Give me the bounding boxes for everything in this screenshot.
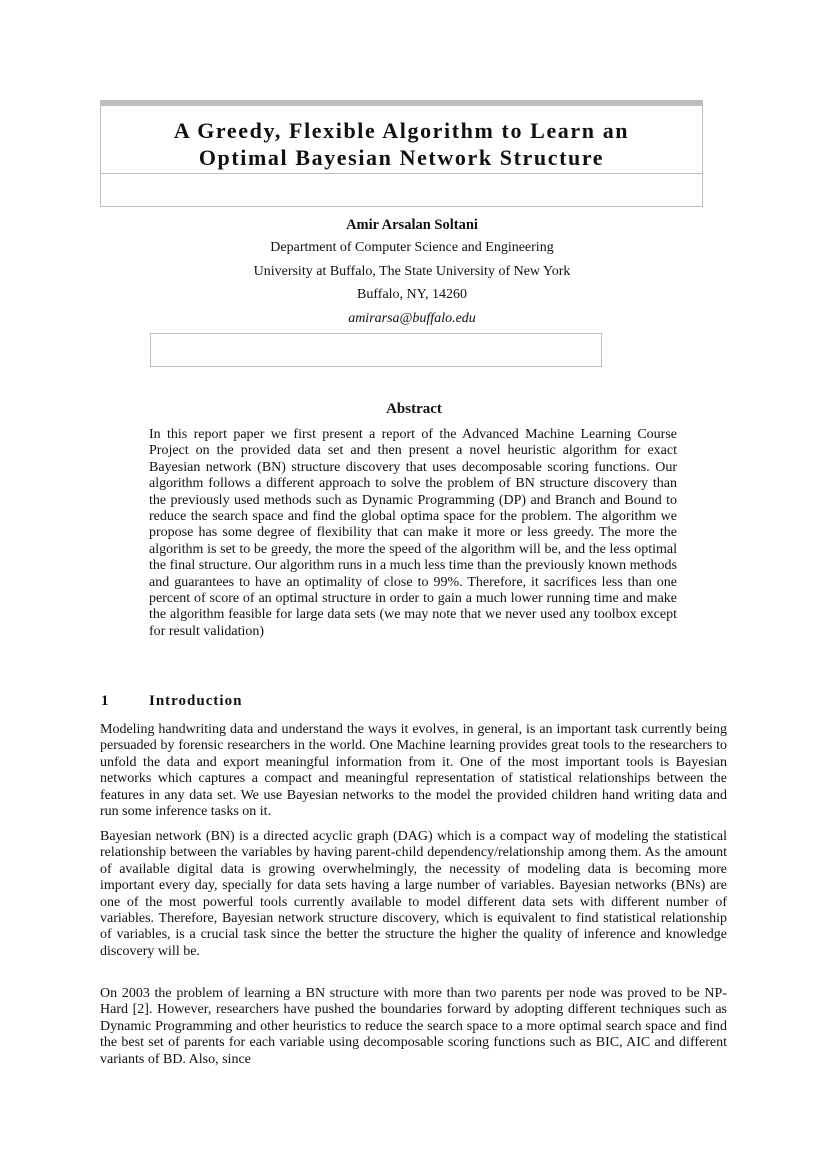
blank-box: [150, 333, 602, 367]
author-university: University at Buffalo, The State University of New York: [253, 264, 571, 279]
intro-paragraph-1: Modeling handwriting data and understand the ways it evolves, in general, is an important task currently being persuaded by forensic researchers in the world. One Machine learning provides great tools to the researchers to unfold the data and export meaningful information from it. One of the most important tools is Bayesian networks which captures a compact and meaningful representation of statistical relationships between the features in any data set. We use Bayesian networks to the model the provided children hand writing data and run some inference tasks on it.: [100, 722, 727, 820]
title-divider: [101, 173, 702, 174]
author-city: Buffalo, NY, 14260: [357, 287, 467, 302]
intro-paragraph-2: Bayesian network (BN) is a directed acyclic graph (DAG) which is a compact way of modeling the statistical relationship between the variables by having parent-child dependency/relationship among them. As the amount of available digital data is growing overwhelmingly, the necessity of modeling data is becoming more important every day, specially for data sets having a large number of variables. Bayesian networks (BNs) are one of the most powerful tools currently available to model different data sets with different number of variables. Therefore, Bayesian network structure discovery, which is equivalent to find statistical relationship of variables, is a crucial task since the better the structure the higher the quality of inference and knowledge discovery will be.: [100, 829, 727, 959]
abstract-heading: Abstract: [386, 401, 442, 417]
author-email: amirarsa@buffalo.edu: [348, 311, 476, 326]
title-line-2: Optimal Bayesian Network Structure: [198, 145, 605, 170]
section-number: 1: [101, 693, 110, 709]
author-name: Amir Arsalan Soltani: [346, 217, 478, 233]
section-heading: [101, 693, 242, 710]
title-box: [100, 100, 703, 207]
abstract-text: In this report paper we first present a report of the Advanced Machine Learning Course Project on the provided data set and then present a novel heuristic algorithm for exact Bayesian network (BN) structure discovery that uses decomposable scoring functions. Our algorithm follows a different approach to solve the problem of BN structure discovery than the previously used methods such as Dynamic Programming (DP) and Branch and Bound to reduce the search space and find the global optima space for the problem. The algorithm we propose has some degree of flexibility that can make it more or less greedy. The more the algorithm is set to be greedy, the more the speed of the algorithm will be, and the less optimal the final structure. Our algorithm runs in a much less time than the previously known methods and guarantees to have an optimality of close to 99%. Therefore, it sacrifices less than one percent of score of an optimal structure in order to gain a much lower running time and make the algorithm feasible for large data sets (we may note that we never used any toolbox except for result validation): [149, 427, 678, 639]
title-line-1: A Greedy, Flexible Algorithm to Learn an: [173, 118, 630, 143]
author-department: Department of Computer Science and Engineering: [270, 240, 554, 255]
paper-title: [101, 117, 702, 171]
section-title: Introduction: [149, 693, 243, 709]
intro-paragraph-3: On 2003 the problem of learning a BN structure with more than two parents per node was proved to be NP-Hard [2]. However, researchers have pushed the boundaries forward by adopting different techniques such as Dynamic Programming and other heuristics to reduce the search space to a more optimal search space and find the best set of parents for each variable using decomposable scoring functions such as BIC, AIC and different variants of BD. Also, since: [100, 986, 727, 1067]
